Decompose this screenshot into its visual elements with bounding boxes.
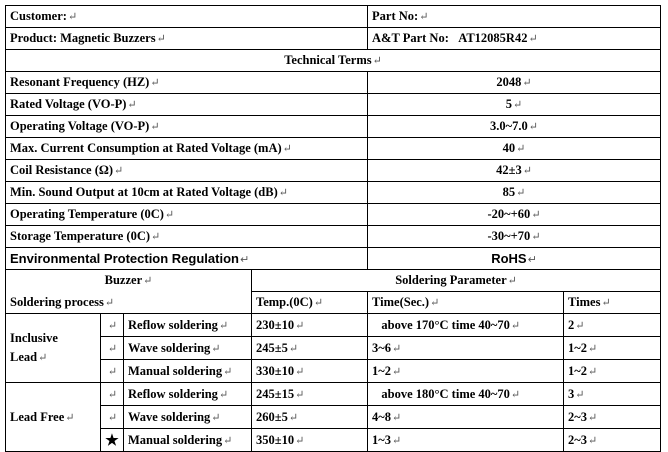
times-cell: 1~2↵ (564, 360, 661, 383)
method-cell: Wave soldering↵ (124, 406, 252, 429)
times-cell: 2~3↵ (564, 429, 661, 452)
mark-cell: ↵ (101, 406, 124, 429)
method-cell: Manual soldering↵ (124, 360, 252, 383)
spec-row (6, 204, 661, 226)
spec-value: 2048↵ (368, 72, 661, 94)
spec-row (6, 94, 661, 116)
spec-row (6, 160, 661, 182)
spec-name: Operating Temperature (0C)↵ (6, 204, 368, 226)
time-cell: 4~8↵ (368, 406, 564, 429)
spec-value: -30~+70↵ (368, 226, 661, 248)
product-cell: Product: Magnetic Buzzers↵ (6, 28, 368, 50)
spec-table (5, 5, 661, 452)
time-header: Time(Sec.)↵ (368, 292, 564, 314)
temp-cell: 350±10↵ (252, 429, 368, 452)
mark-cell: ↵ (101, 337, 124, 360)
spec-value: 40↵ (368, 138, 661, 160)
time-cell: 3~6↵ (368, 337, 564, 360)
method-cell: Reflow soldering↵ (124, 383, 252, 406)
method-cell: Manual soldering↵ (124, 429, 252, 452)
spec-row (6, 116, 661, 138)
spec-name: Min. Sound Output at 10cm at Rated Voltage (dB)↵ (6, 182, 368, 204)
spec-value: 85↵ (368, 182, 661, 204)
spec-name: Coil Resistance (Ω)↵ (6, 160, 368, 182)
customer-cell: Customer:↵ (6, 6, 368, 28)
at-part-no-cell: A&T Part No: AT12085R42↵ (368, 28, 661, 50)
technical-terms-row (6, 50, 661, 72)
spec-value: -20~+60↵ (368, 204, 661, 226)
soldering-row (6, 337, 661, 360)
spec-row (6, 226, 661, 248)
times-header: Times↵ (564, 292, 661, 314)
buzzer-label: Buzzer↵ (6, 270, 252, 292)
spec-name: Resonant Frequency (HZ)↵ (6, 72, 368, 94)
soldering-row (6, 314, 661, 337)
method-cell: Wave soldering↵ (124, 337, 252, 360)
spec-value: 3.0~7.0↵ (368, 116, 661, 138)
temp-cell: 330±10↵ (252, 360, 368, 383)
times-cell: 1~2↵ (564, 337, 661, 360)
group-name-lead-free: Lead Free↵ (6, 383, 101, 452)
customer-row (6, 6, 661, 28)
spec-value: 42±3↵ (368, 160, 661, 182)
product-row (6, 28, 661, 50)
group-name-inclusive-lead: Inclusive Lead↵ (6, 314, 101, 383)
soldering-header-row (6, 270, 661, 292)
soldering-row (6, 360, 661, 383)
star-icon: ★ (101, 429, 124, 452)
spec-name: Rated Voltage (VO-P)↵ (6, 94, 368, 116)
soldering-row (6, 383, 661, 406)
spec-row (6, 72, 661, 94)
method-cell: Reflow soldering↵ (124, 314, 252, 337)
spec-value: 5↵ (368, 94, 661, 116)
temp-cell: 245±5↵ (252, 337, 368, 360)
technical-terms-heading: Technical Terms↵ (6, 50, 661, 72)
soldering-process-label: Soldering process↵ (6, 292, 252, 314)
temp-cell: 260±5↵ (252, 406, 368, 429)
spec-value: RoHS↵ (368, 248, 661, 270)
soldering-row (6, 429, 661, 452)
time-cell: above 170°C time 40~70↵ (368, 314, 564, 337)
mark-cell: ↵ (101, 360, 124, 383)
temp-cell: 230±10↵ (252, 314, 368, 337)
time-cell: above 180°C time 40~70↵ (368, 383, 564, 406)
spec-name: Storage Temperature (0C)↵ (6, 226, 368, 248)
part-no-cell: Part No:↵ (368, 6, 661, 28)
soldering-parameter-heading: Soldering Parameter↵ (252, 270, 661, 292)
times-cell: 2~3↵ (564, 406, 661, 429)
times-cell: 2↵ (564, 314, 661, 337)
temp-header: Temp.(0C)↵ (252, 292, 368, 314)
spec-row (6, 248, 661, 270)
soldering-columns-row (6, 292, 661, 314)
times-cell: 3↵ (564, 383, 661, 406)
spec-row (6, 138, 661, 160)
soldering-row (6, 406, 661, 429)
time-cell: 1~3↵ (368, 429, 564, 452)
spec-name: Operating Voltage (VO-P)↵ (6, 116, 368, 138)
mark-cell: ↵ (101, 314, 124, 337)
spec-row (6, 182, 661, 204)
spec-name: Environmental Protection Regulation↵ (6, 248, 368, 270)
mark-cell: ↵ (101, 383, 124, 406)
spec-sheet (5, 5, 660, 452)
spec-name: Max. Current Consumption at Rated Voltage (mA)↵ (6, 138, 368, 160)
temp-cell: 245±15↵ (252, 383, 368, 406)
time-cell: 1~2↵ (368, 360, 564, 383)
